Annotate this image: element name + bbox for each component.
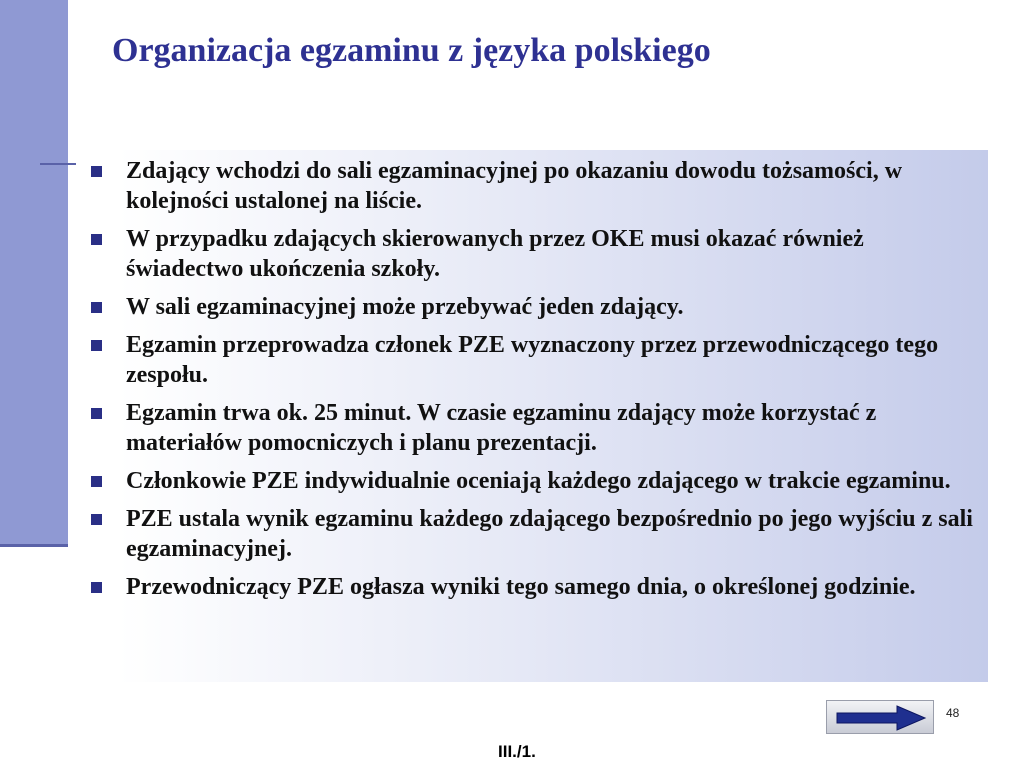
square-bullet-icon [91,582,102,593]
bullet-text: Zdający wchodzi do sali egzaminacyjnej po okazaniu dowodu tożsamości, w kolejności ustalonej na liście. [126,158,903,214]
bullet-item [88,292,978,322]
square-bullet-icon [91,302,102,313]
footer-label: III./1. [498,742,536,761]
bullet-item [88,224,978,284]
square-bullet-icon [91,514,102,525]
bullet-item [88,504,978,564]
next-slide-button[interactable] [826,700,934,734]
bullet-item [88,398,978,458]
square-bullet-icon [91,476,102,487]
side-decoration-bar [0,0,68,545]
arrow-right-icon [835,705,927,731]
page-number: 48 [946,706,960,720]
bullet-text: W sali egzaminacyjnej może przebywać jeden zdający. [126,294,684,320]
square-bullet-icon [91,166,102,177]
bullet-item [88,572,978,602]
square-bullet-icon [91,340,102,351]
bullet-text: Egzamin przeprowadza członek PZE wyznaczony przez przewodniczącego tego zespołu. [126,332,939,388]
bullet-item [88,466,978,496]
square-bullet-icon [91,234,102,245]
bullet-text: PZE ustala wynik egzaminu każdego zdającego bezpośrednio po jego wyjściu z sali egzaminacyjnej. [126,506,973,562]
bullet-text: W przypadku zdających skierowanych przez OKE musi okazać również świadectwo ukończenia szkoły. [126,226,864,282]
bullet-item [88,156,978,216]
accent-line [40,163,76,165]
slide-title: Organizacja egzaminu z języka polskiego [112,32,711,69]
bullet-text: Członkowie PZE indywidualnie oceniają każdego zdającego w trakcie egzaminu. [126,468,951,494]
side-decoration-line [0,544,68,547]
bullet-text: Przewodniczący PZE ogłasza wyniki tego samego dnia, o określonej godzinie. [126,574,916,600]
bullet-list [88,156,978,610]
bullet-item [88,330,978,390]
square-bullet-icon [91,408,102,419]
bullet-text: Egzamin trwa ok. 25 minut. W czasie egzaminu zdający może korzystać z materiałów pomocniczych i planu prezentacji. [126,400,877,456]
